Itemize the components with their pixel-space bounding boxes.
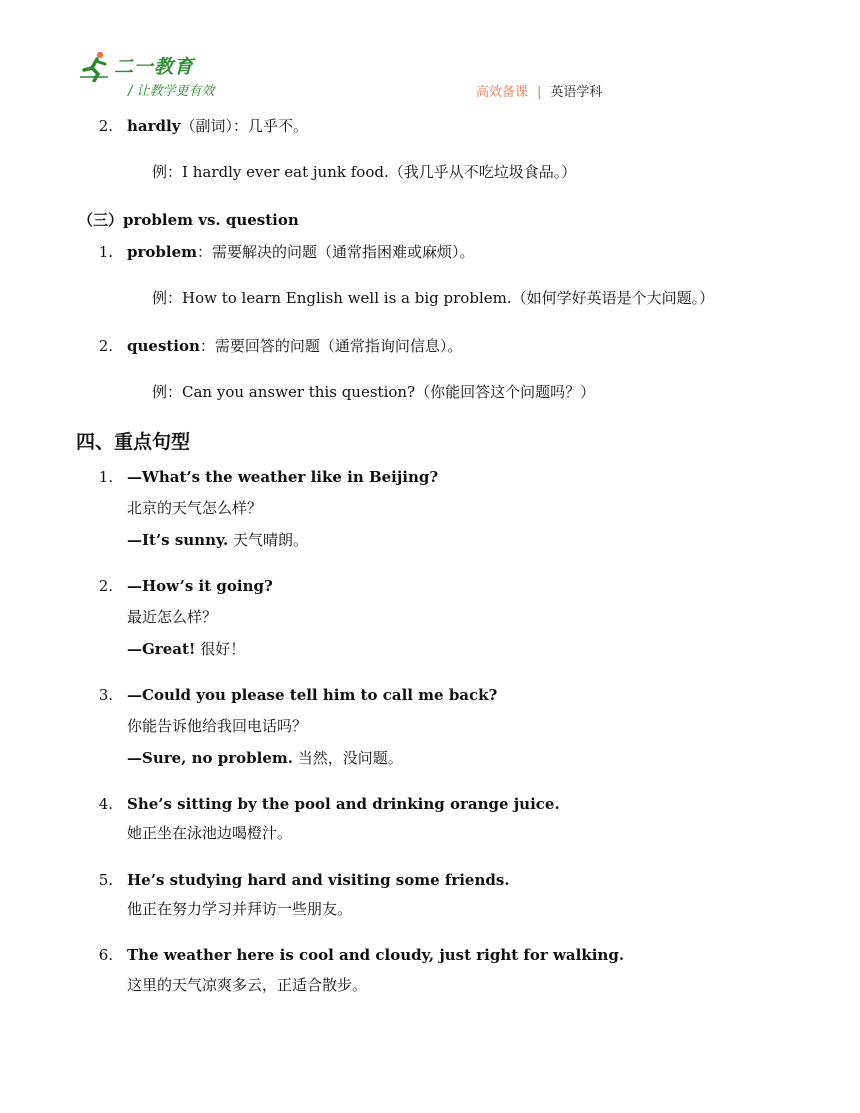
sentence-cn: 北京的天气怎么样？ — [127, 499, 263, 517]
example-en: I hardly ever eat junk food. — [182, 163, 389, 181]
reply-en: —Sure, no problem. — [127, 749, 293, 767]
sentence-cn: 她正坐在泳池边喝橙汁。 — [127, 824, 293, 842]
sentence-en: He’s studying hard and visiting some friends. — [127, 871, 510, 889]
list-number: 1. — [98, 243, 113, 261]
runner-logo-icon — [78, 50, 114, 82]
logo-text: 二一教育 — [114, 56, 195, 78]
section-3-title-cn: （三） — [78, 211, 124, 229]
example-prefix: 例： — [152, 383, 183, 401]
example-en: Can you answer this question? — [182, 383, 416, 401]
reply-en: —It’s sunny. — [127, 531, 229, 549]
list-number: 3. — [98, 686, 113, 704]
vocab-meaning: ：需要回答的问题（通常指询问信息）。 — [199, 337, 463, 355]
course-label: 高效备课 — [476, 85, 529, 100]
slogan: / 让教学更有效 — [128, 84, 215, 99]
brand-logo — [78, 50, 238, 82]
example-hardly — [152, 161, 576, 183]
sentence-cn: 他正在努力学习并拜访一些朋友。 — [127, 900, 353, 918]
reply-en: —Great! — [127, 640, 196, 658]
sentence-reply — [127, 529, 308, 551]
section-3-title-en: problem vs. question — [123, 211, 299, 229]
list-number: 1. — [98, 468, 113, 486]
list-number: 2. — [98, 117, 113, 135]
vocab-problem — [127, 241, 475, 263]
sentence-cn: 你能告诉他给我回电话吗？ — [127, 717, 308, 735]
example-prefix: 例： — [152, 289, 183, 307]
header-separator: | — [537, 85, 542, 100]
sentence-en: —What’s the weather like in Beijing? — [127, 468, 439, 486]
sentence-reply — [127, 747, 403, 769]
list-number: 2. — [98, 337, 113, 355]
example-cn: （如何学好英语是个大问题。） — [511, 289, 715, 307]
header-course-info — [476, 81, 602, 100]
reply-cn: 当然，没问题。 — [292, 749, 403, 767]
sentence-en: —How’s it going? — [127, 577, 273, 595]
vocab-word: hardly — [127, 117, 181, 135]
vocab-word: question — [127, 337, 200, 355]
list-number: 5. — [98, 871, 113, 889]
sentence-en: —Could you please tell him to call me back? — [127, 686, 498, 704]
example-question — [152, 381, 595, 403]
sentence-cn: 这里的天气凉爽多云，正适合散步。 — [127, 976, 368, 994]
vocab-word: problem — [127, 243, 197, 261]
list-number: 6. — [98, 946, 113, 964]
reply-cn: 很好！ — [195, 640, 246, 658]
sentence-en: She’s sitting by the pool and drinking orange juice. — [127, 795, 560, 813]
section-4-title: 四、重点句型 — [76, 431, 191, 453]
list-number: 4. — [98, 795, 113, 813]
vocab-pos: （副词）：几乎不。 — [180, 117, 308, 135]
subject-label: 英语学科 — [550, 85, 603, 100]
list-number: 2. — [98, 577, 113, 595]
example-cn: （你能回答这个问题吗？） — [415, 383, 596, 401]
reply-cn: 天气晴朗。 — [228, 531, 308, 549]
vocab-meaning: ：需要解决的问题（通常指困难或麻烦）。 — [197, 243, 475, 261]
sentence-en: The weather here is cool and cloudy, just right for walking. — [127, 946, 625, 964]
vocab-question — [127, 335, 462, 357]
example-problem — [152, 287, 714, 309]
section-3-title — [78, 209, 299, 231]
vocab-hardly — [127, 115, 308, 137]
sentence-cn: 最近怎么样？ — [127, 608, 218, 626]
example-prefix: 例： — [152, 163, 183, 181]
example-cn: （我几乎从不吃垃圾食品。） — [388, 163, 577, 181]
page-header — [0, 0, 860, 105]
sentence-reply — [127, 638, 245, 660]
example-en: How to learn English well is a big problem. — [182, 289, 512, 307]
